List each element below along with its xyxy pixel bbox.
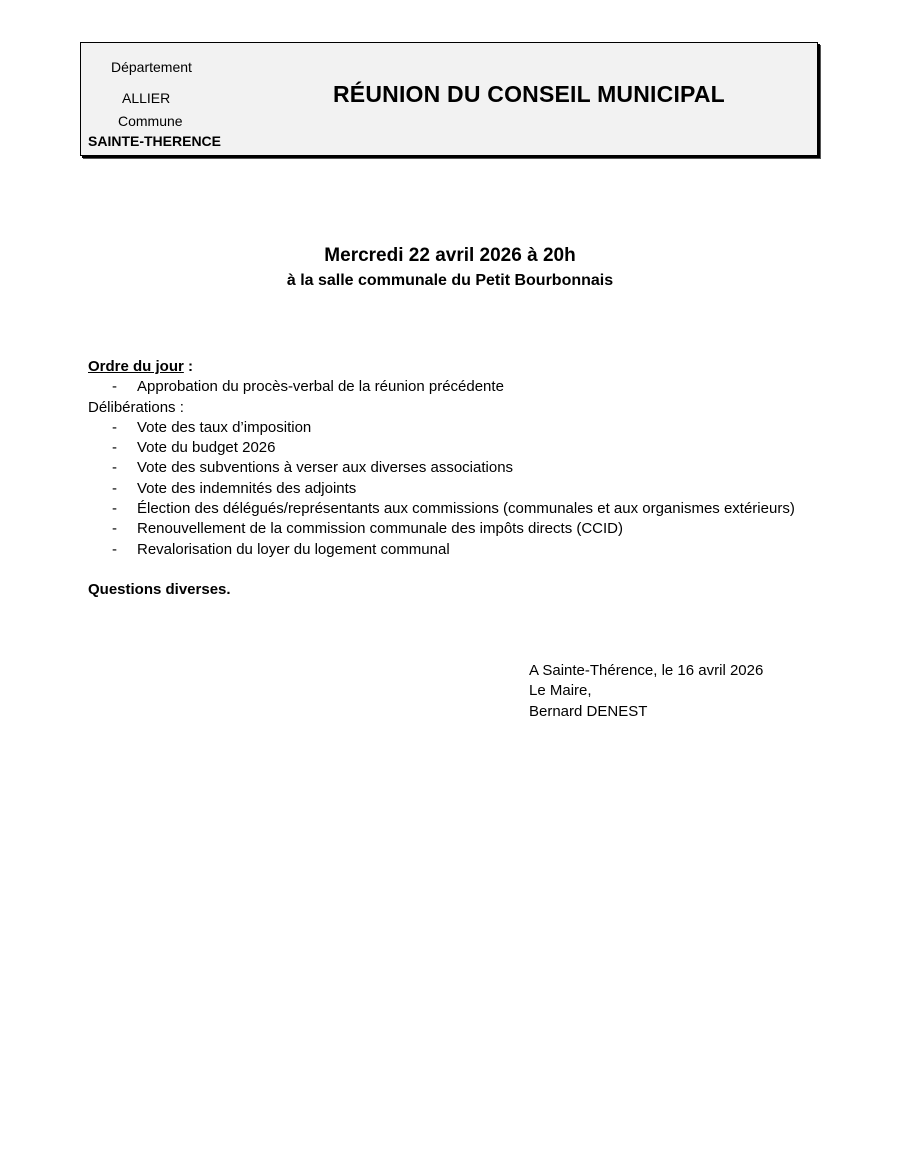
list-item-text: Élection des délégués/représentants aux commissions (communales et aux organismes extérieurs)	[137, 500, 795, 518]
list-item	[88, 377, 848, 397]
signature-block	[529, 661, 763, 722]
page-title: RÉUNION DU CONSEIL MUNICIPAL	[333, 81, 725, 107]
departement-label: Département	[111, 59, 192, 75]
questions-diverses: Questions diverses.	[88, 581, 231, 599]
list-item-text: Vote du budget 2026	[137, 439, 276, 457]
list-bullet: -	[112, 459, 117, 477]
list-item	[88, 540, 848, 560]
list-item-text: Vote des taux d’imposition	[137, 418, 312, 436]
agenda-section	[88, 357, 848, 601]
list-item	[88, 519, 848, 539]
signature-name: Bernard DENEST	[529, 702, 648, 720]
list-bullet: -	[112, 500, 117, 518]
signature-place-date: A Sainte-Thérence, le 16 avril 2026	[529, 662, 764, 679]
commune-label: Commune	[118, 113, 183, 129]
list-item-text: Revalorisation du loyer du logement communal	[137, 540, 450, 558]
meeting-date: Mercredi 22 avril 2026 à 20h	[324, 245, 576, 266]
list-bullet: -	[112, 479, 117, 497]
list-item-text: Renouvellement de la commission communale des impôts directs (CCID)	[137, 520, 624, 538]
list-item	[88, 418, 848, 438]
agenda-heading: Ordre du jour :	[88, 358, 194, 375]
list-item	[88, 499, 848, 519]
list-item-text: Approbation du procès-verbal de la réunion précédente	[137, 378, 504, 396]
departement-value: ALLIER	[122, 90, 171, 106]
list-item	[88, 458, 848, 478]
agenda-pre-list	[88, 377, 848, 397]
meeting-location: à la salle communale du Petit Bourbonnais	[286, 272, 614, 289]
list-item-text: Vote des subventions à verser aux diverses associations	[137, 459, 514, 477]
list-bullet: -	[112, 439, 117, 457]
list-bullet: -	[112, 378, 117, 396]
list-item	[88, 479, 848, 499]
list-item	[88, 438, 848, 458]
list-bullet: -	[112, 520, 117, 538]
deliberations-list	[88, 418, 848, 560]
commune-value: SAINTE-THERENCE	[88, 133, 222, 149]
list-bullet: -	[112, 418, 117, 436]
deliberations-label: Délibérations :	[88, 398, 184, 416]
list-item-text: Vote des indemnités des adjoints	[137, 479, 357, 497]
header-box	[80, 42, 818, 156]
list-bullet: -	[112, 540, 117, 558]
signature-role: Le Maire,	[529, 682, 592, 700]
